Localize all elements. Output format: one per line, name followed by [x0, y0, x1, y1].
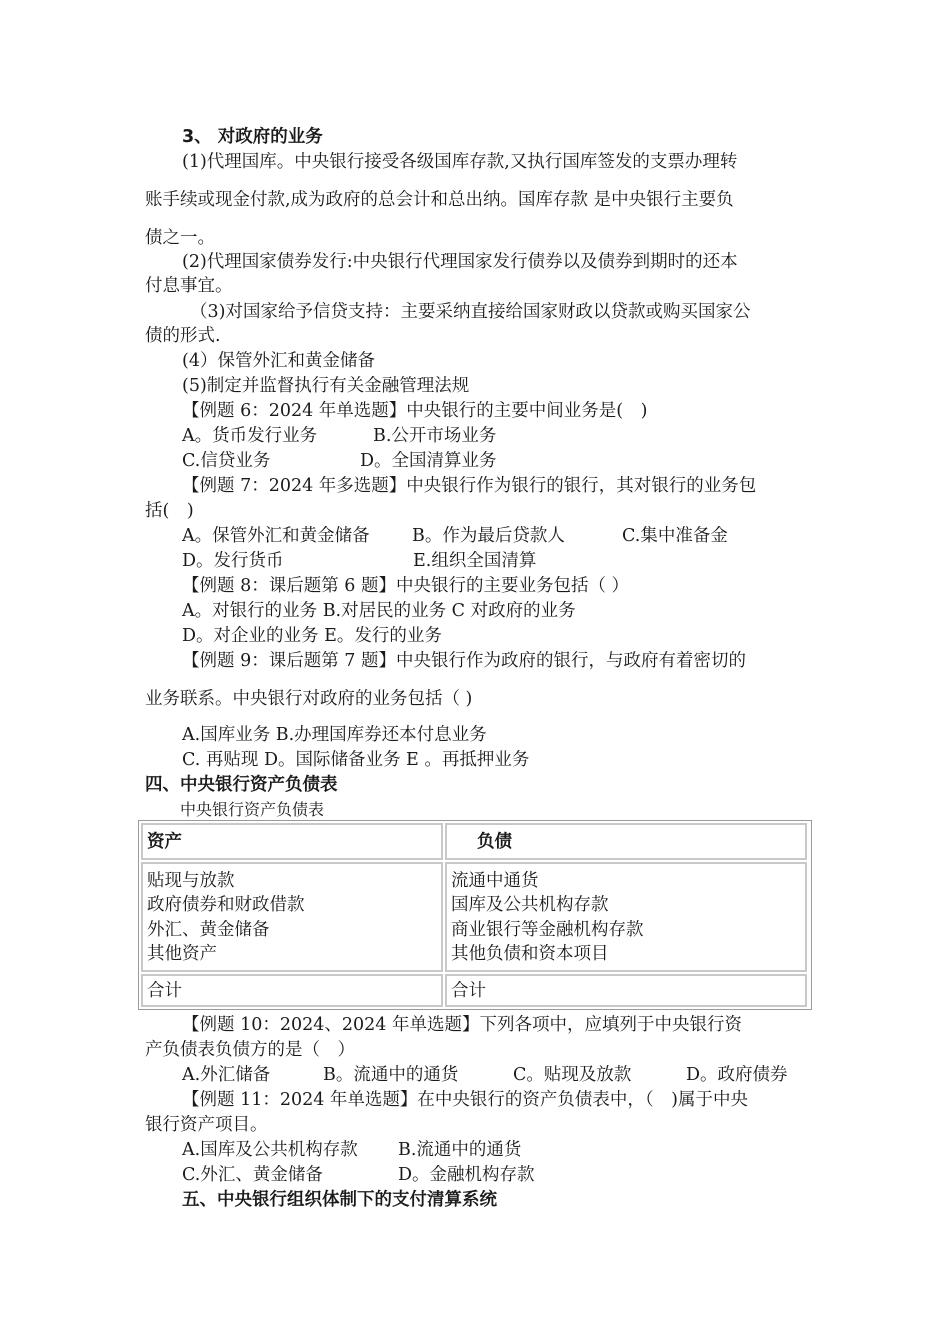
option: B.流通中的通货	[398, 1140, 522, 1160]
option: C.外汇、黄金储备	[182, 1165, 323, 1185]
question-line: 括( )	[145, 501, 194, 521]
option: A.外汇储备	[182, 1065, 271, 1085]
total-cell	[445, 974, 807, 1007]
section-heading: 四、中央银行资产负债表	[145, 775, 338, 795]
header-assets: 资产	[147, 832, 182, 852]
paragraph-line: （3)对国家给予信贷支持：主要采纳直接给国家财政以贷款或购买国家公	[190, 302, 751, 322]
option: A.国库及公共机构存款	[182, 1140, 358, 1160]
option: C.信贷业务	[182, 451, 271, 471]
total-cell	[141, 974, 443, 1007]
total-assets: 合计	[147, 981, 182, 1001]
total-liabilities: 合计	[451, 981, 486, 1001]
option: D。发行货币	[182, 551, 284, 571]
option-line: A.国库业务 B.办理国库券还本付息业务	[182, 725, 487, 745]
option-line: D。对企业的业务 E。发行的业务	[182, 626, 442, 646]
asset-item: 外汇、黄金储备	[147, 920, 270, 940]
table-header-cell	[141, 823, 443, 860]
liability-item: 国库及公共机构存款	[451, 895, 609, 915]
asset-item: 其他资产	[147, 944, 217, 964]
paragraph-line: 账手续或现金付款,成为政府的总会计和总出纳。国库存款 是中央银行主要负	[145, 190, 734, 210]
liability-item: 商业银行等金融机构存款	[451, 920, 644, 940]
question-line: 【例题 8：课后题第 6 题】中央银行的主要业务包括（ ）	[182, 576, 630, 596]
paragraph-line: (4）保管外汇和黄金储备	[182, 351, 375, 371]
section-heading: 五、中央银行组织体制下的支付清算系统	[182, 1190, 497, 1210]
option: D。金融机构存款	[398, 1165, 535, 1185]
option: E.组织全国清算	[413, 551, 537, 571]
liabilities-cell	[445, 862, 807, 972]
option: C。贴现及放款	[513, 1065, 632, 1085]
question-line: 业务联系。中央银行对政府的业务包括（ )	[145, 689, 473, 709]
question-line: 产负债表负债方的是（ ）	[145, 1040, 355, 1060]
question-line: 【例题 9：课后题第 7 题】中央银行作为政府的银行，与政府有着密切的	[182, 651, 746, 671]
question-line: 【例题 11：2024 年单选题】在中央银行的资产负债表中，（ )属于中央	[182, 1090, 749, 1110]
question-line: 【例题 7：2024 年多选题】中央银行作为银行的银行，其对银行的业务包	[182, 476, 757, 496]
assets-cell	[141, 862, 443, 972]
option: A。保管外汇和黄金储备	[182, 526, 370, 546]
asset-item: 政府债券和财政借款	[147, 895, 305, 915]
option: C.集中准备金	[622, 526, 728, 546]
liability-item: 其他负债和资本项目	[451, 944, 609, 964]
paragraph-line: 付息事宜。	[145, 276, 233, 296]
table-caption: 中央银行资产负债表	[180, 800, 325, 819]
question-line: 【例题 10：2024、2024 年单选题】下列各项中，应填列于中央银行资	[182, 1015, 742, 1035]
option-line: A。对银行的业务 B.对居民的业务 C 对政府的业务	[182, 601, 576, 621]
option: A。货币发行业务	[182, 426, 318, 446]
option: B。作为最后贷款人	[412, 526, 565, 546]
paragraph-line: 债之一。	[145, 228, 215, 248]
paragraph-line: (1)代理国库。中央银行接受各级国库存款,又执行国库签发的支票办理转	[182, 152, 738, 172]
option: B.公开市场业务	[373, 426, 497, 446]
paragraph-line: (2)代理国家债券发行:中央银行代理国家发行债券以及债券到期时的还本	[182, 252, 738, 272]
section-heading: 3、 对政府的业务	[182, 127, 323, 147]
option: D。政府债券	[686, 1065, 788, 1085]
paragraph-line: (5)制定并监督执行有关金融管理法规	[182, 376, 470, 396]
option: B。流通中的通货	[323, 1065, 459, 1085]
question-line: 【例题 6：2024 年单选题】中央银行的主要中间业务是( )	[182, 401, 648, 421]
paragraph-line: 债的形式.	[145, 326, 221, 346]
question-line: 银行资产项目。	[145, 1115, 268, 1135]
option: D。全国清算业务	[360, 451, 497, 471]
option-line: C. 再贴现 D。国际储备业务 E 。再抵押业务	[182, 750, 530, 770]
asset-item: 贴现与放款	[147, 871, 235, 891]
table-header-cell	[445, 823, 807, 860]
header-liabilities: 负债	[477, 832, 512, 852]
liability-item: 流通中通货	[451, 871, 539, 891]
balance-sheet-table	[138, 820, 812, 1010]
